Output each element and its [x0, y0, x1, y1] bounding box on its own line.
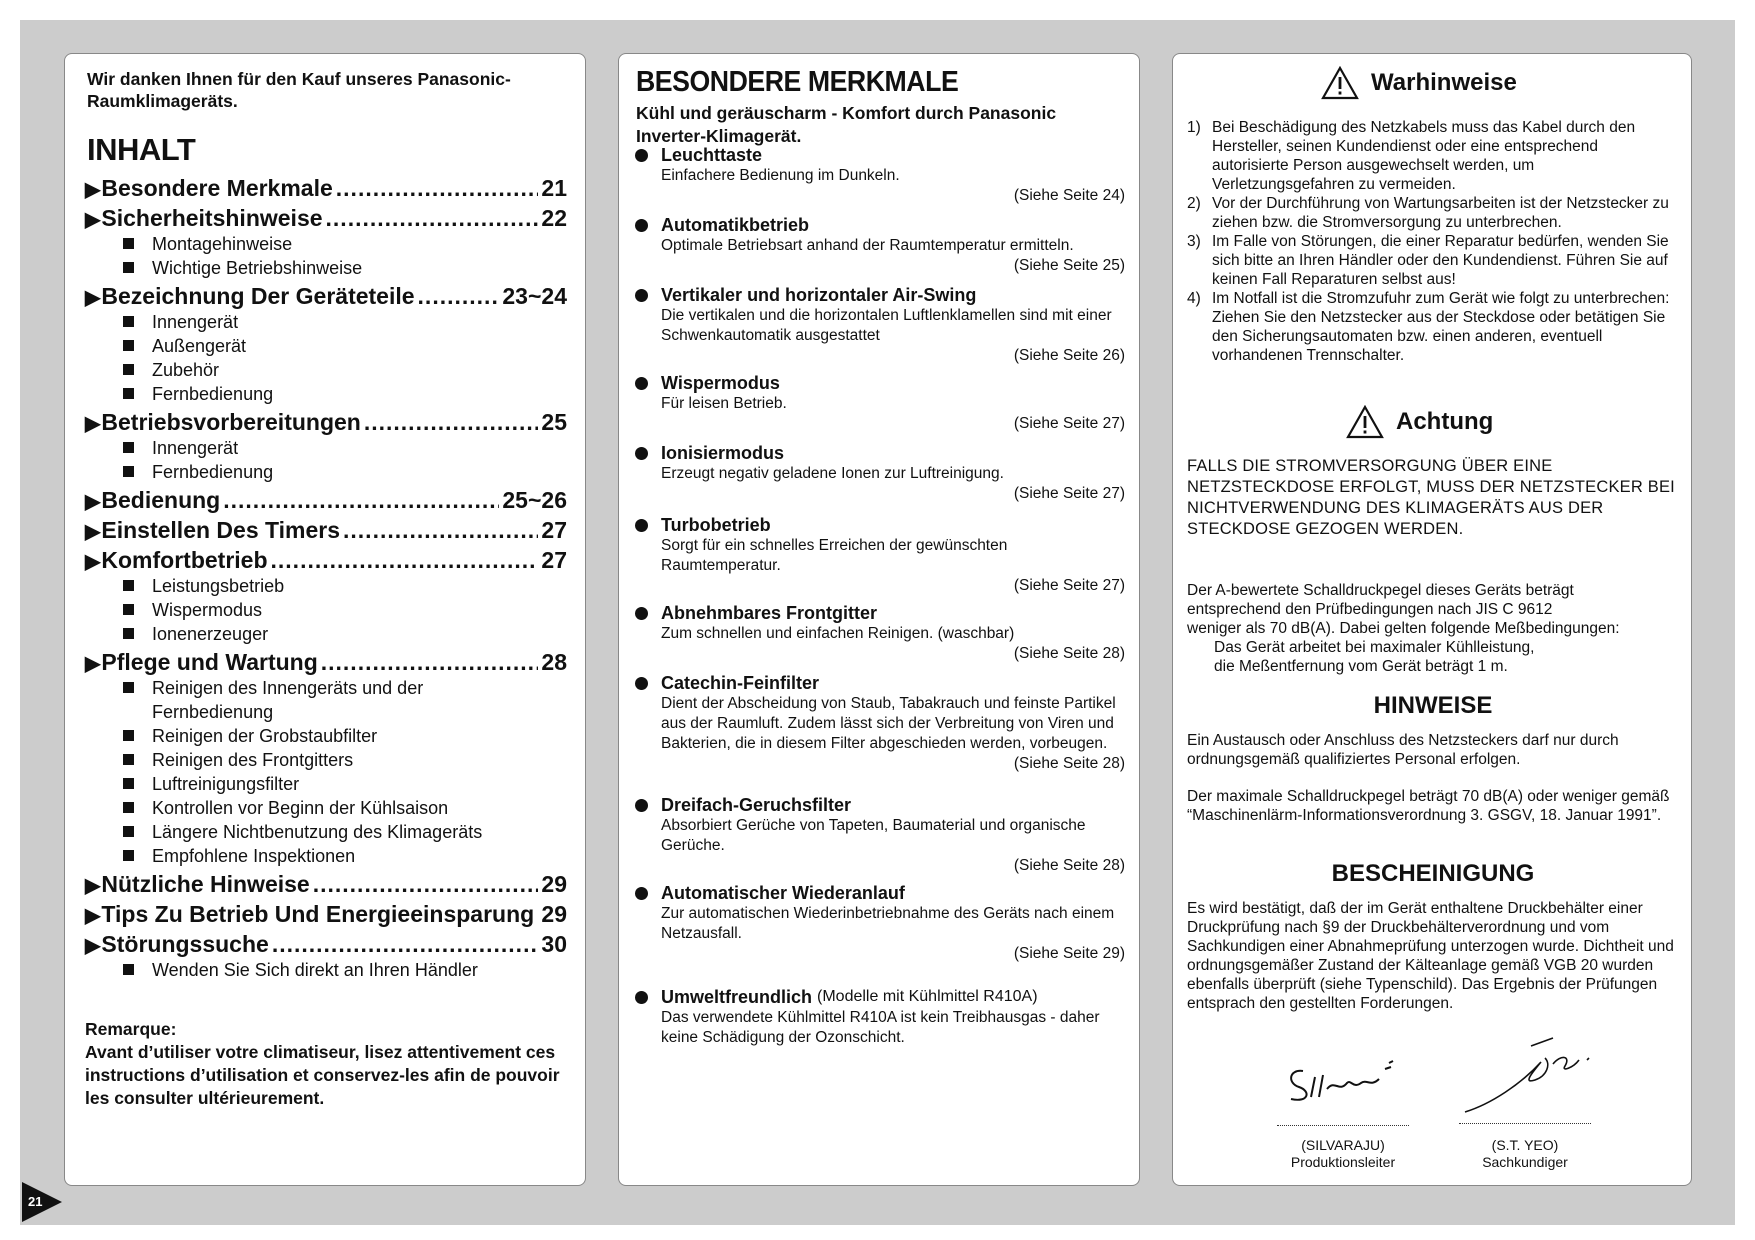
noise-condition: Das Gerät arbeitet bei maximaler Kühlleistung,	[1214, 639, 1535, 656]
toc-entry-page: 29	[541, 901, 567, 927]
noise-condition: die Meßentfernung vom Gerät beträgt 1 m.	[1214, 658, 1508, 675]
feature-item	[635, 602, 1125, 664]
toc-leader-dots	[272, 931, 539, 958]
features-panel	[618, 53, 1140, 1186]
feature-title: Umweltfreundlich	[661, 987, 813, 1007]
noise-line: weniger als 70 dB(A). Dabei gelten folgende Meßbedingungen:	[1187, 620, 1620, 637]
feature-description: Dient der Abscheidung von Staub, Tabakrauch und feinste Partikel aus der Raumluft. Zudem lässt sich der Verbreitung von Viren und Bakterien, die in diesem Filter abgeschieden werden, vorbeugen.	[661, 695, 1116, 752]
toc-subentry-title: Empfohlene Inspektionen	[152, 846, 356, 866]
toc-subentry-title: Innengerät	[152, 438, 239, 458]
signatory-2	[1445, 1137, 1605, 1171]
feature-heading	[635, 602, 1125, 624]
feature-item	[635, 672, 1125, 774]
toc-subentry	[85, 334, 567, 358]
toc-entry	[85, 931, 567, 958]
warning-triangle-icon	[1321, 66, 1359, 100]
toc-entry	[85, 205, 567, 232]
feature-page-reference: (Siehe Seite 27)	[1013, 577, 1125, 594]
toc-entry	[85, 871, 567, 898]
bescheinigung-title: BESCHEINIGUNG	[1331, 860, 1535, 887]
feature-page-reference: (Siehe Seite 29)	[1013, 945, 1125, 962]
feature-description: Für leisen Betrieb.	[661, 395, 787, 412]
toc-subentry-title: Luftreinigungsfilter	[152, 774, 300, 794]
toc-subentry	[85, 574, 567, 598]
square-bullet-icon	[123, 466, 134, 477]
toc-leader-dots	[418, 283, 500, 310]
feature-item	[635, 794, 1125, 876]
toc-subentry	[85, 232, 567, 256]
feature-page-reference: (Siehe Seite 27)	[1013, 415, 1125, 432]
feature-page-reference: (Siehe Seite 28)	[1013, 755, 1125, 772]
toc-subentry-title: Reinigen des Innengeräts und der Fernbedienung	[152, 678, 424, 722]
toc-subentry-title: Montagehinweise	[152, 234, 293, 254]
warning-number: 2)	[1187, 195, 1201, 212]
feature-item	[635, 514, 1125, 596]
toc-subentry	[85, 310, 567, 334]
signature-yeo	[1461, 1034, 1601, 1119]
toc-entry-title: Bedienung	[101, 487, 221, 513]
feature-heading	[635, 986, 1125, 1008]
square-bullet-icon	[123, 754, 134, 765]
feature-description: Zum schnellen und einfachen Reinigen. (waschbar)	[661, 625, 1015, 642]
toc-entry-page: 23~24	[502, 283, 567, 309]
toc-arrow-icon: ▶	[85, 905, 101, 927]
feature-description: Erzeugt negativ geladene Ionen zur Luftreinigung.	[661, 465, 1004, 482]
page-number: 21	[28, 1194, 43, 1209]
toc-subentry	[85, 820, 567, 844]
toc-subentry-title: Außengerät	[152, 336, 247, 356]
signatory-1-role: Produktionsleiter	[1290, 1154, 1396, 1170]
warning-item	[1187, 232, 1677, 289]
toc-entry	[85, 487, 567, 514]
feature-heading	[635, 794, 1125, 816]
warning-text: Im Falle von Störungen, die einer Reparatur bedürfen, wenden Sie sich bitte an Ihren Händler oder den Kundendienst. Führen Sie auf keinen Fall Reparaturen selbst aus!	[1212, 233, 1669, 288]
toc-subentry	[85, 436, 567, 460]
square-bullet-icon	[123, 604, 134, 615]
feature-description: Sorgt für ein schnelles Erreichen der gewünschten Raumtemperatur.	[661, 537, 1008, 574]
toc-entry-title: Betriebsvorbereitungen	[101, 409, 361, 435]
toc-leader-dots	[336, 175, 539, 202]
square-bullet-icon	[123, 364, 134, 375]
toc-subentry-title: Wispermodus	[152, 600, 263, 620]
feature-heading	[635, 372, 1125, 394]
toc-entry-page: 30	[541, 931, 567, 957]
feature-heading	[635, 442, 1125, 464]
toc-leader-dots	[364, 409, 539, 436]
toc-subentry	[85, 844, 567, 868]
toc-arrow-icon: ▶	[85, 653, 101, 675]
toc-title: INHALT	[87, 132, 196, 167]
warnings-heading	[1321, 66, 1517, 100]
remark-label: Remarque:	[85, 1019, 177, 1039]
signature-silvaraju	[1281, 1049, 1411, 1109]
toc-leader-dots	[343, 517, 538, 544]
feature-title: Ionisiermodus	[661, 443, 785, 463]
toc-arrow-icon: ▶	[85, 521, 101, 543]
square-bullet-icon	[123, 802, 134, 813]
warning-item	[1187, 118, 1677, 194]
toc-leader-dots	[271, 547, 539, 574]
feature-item	[635, 284, 1125, 366]
toc-subentry	[85, 382, 567, 406]
feature-heading	[635, 514, 1125, 536]
toc-arrow-icon: ▶	[85, 179, 101, 201]
toc-entry-title: Besondere Merkmale	[101, 175, 333, 201]
warning-text: Im Notfall ist die Stromzufuhr zum Gerät wie folgt zu unterbrechen: Ziehen Sie den Netzstecker aus der Steckdose oder betätigen Sie den Sicherungsautomaten bzw. einen anderen, eventuell vorhandenen Trennschalter.	[1212, 290, 1670, 364]
toc-entry-page: 28	[541, 649, 567, 675]
warning-text: Bei Beschädigung des Netzkabels muss das Kabel durch den Hersteller, seinen Kundendienst oder eine entsprechend autorisierte Person ausgewechselt werden, um Verletzungsgefahren zu vermeiden.	[1212, 119, 1636, 193]
notes-panel	[1172, 53, 1692, 1186]
feature-description: Absorbiert Gerüche von Tapeten, Baumaterial und organische Gerüche.	[661, 817, 1086, 854]
feature-title: Catechin-Feinfilter	[661, 673, 820, 693]
square-bullet-icon	[123, 388, 134, 399]
bullet-dot-icon	[635, 289, 648, 302]
toc-subentry	[85, 256, 567, 280]
warning-text: Vor der Durchführung von Wartungsarbeiten ist der Netzstecker zu ziehen bzw. die Stromversorgung zu unterbrechen.	[1212, 195, 1669, 231]
signatory-1	[1263, 1137, 1423, 1171]
toc-subentry	[85, 724, 567, 748]
feature-heading	[635, 144, 1125, 166]
toc-subentry	[85, 796, 567, 820]
toc-entry-page: 27	[541, 547, 567, 573]
feature-title: Abnehmbares Frontgitter	[661, 603, 878, 623]
toc-subentry-title: Wichtige Betriebshinweise	[152, 258, 363, 278]
warnings-list	[1187, 118, 1677, 365]
caution-triangle-icon	[1346, 405, 1384, 439]
toc-subentry-title: Ionenerzeuger	[152, 624, 269, 644]
feature-title: Automatischer Wiederanlauf	[661, 883, 905, 903]
toc-subentry-title: Zubehör	[152, 360, 220, 380]
feature-page-reference: (Siehe Seite 26)	[1013, 347, 1125, 364]
toc-entry-page: 29	[541, 871, 567, 897]
warning-number: 3)	[1187, 233, 1201, 250]
feature-description: Optimale Betriebsart anhand der Raumtemperatur ermitteln.	[661, 237, 1074, 254]
toc-arrow-icon: ▶	[85, 287, 101, 309]
toc-entry	[85, 547, 567, 574]
toc-entry-title: Pflege und Wartung	[101, 649, 318, 675]
square-bullet-icon	[123, 442, 134, 453]
hinweise-title: HINWEISE	[1373, 692, 1493, 719]
toc-arrow-icon: ▶	[85, 491, 101, 513]
hinweise-paragraph-1: Ein Austausch oder Anschluss des Netzsteckers darf nur durch ordnungsgemäß qualifiziertes Personal erfolgen.	[1187, 732, 1619, 768]
bullet-dot-icon	[635, 219, 648, 232]
toc-entry	[85, 649, 567, 676]
toc-subentry	[85, 622, 567, 646]
toc-leader-dots	[321, 649, 539, 676]
toc-entry-title: Sicherheitshinweise	[101, 205, 323, 231]
toc-entry-title: Störungssuche	[101, 931, 269, 957]
bescheinigung-text: Es wird bestätigt, daß der im Gerät enthaltene Druckbehälter einer Druckprüfung nach §9 der Druckbehälterverordnung und vom Sachkundigen einer Abnahmeprüfung unterzogen wurde. Dichtheit und ordnungsgemäßer Zustand der Kälteanlage gemäß VGB 20 wurden ebenfalls überprüft (siehe Typenschild). Das Ergebnis der Prüfungen entsprach den gestellten Forderungen.	[1187, 900, 1674, 1012]
toc-entry	[85, 175, 567, 202]
table-of-contents	[85, 172, 567, 982]
caution-text: FALLS DIE STROMVERSORGUNG ÜBER EINE NETZSTECKDOSE ERFOLGT, MUSS DER NETZSTECKER BEI NICHTVERWENDUNG DES KLIMAGERÄTS AUS DER STECKDOSE GEZOGEN WERDEN.	[1187, 457, 1675, 538]
toc-entry-title: Nützliche Hinweise	[101, 871, 310, 897]
bullet-dot-icon	[635, 991, 648, 1004]
feature-title: Dreifach-Geruchsfilter	[661, 795, 852, 815]
square-bullet-icon	[123, 682, 134, 693]
noise-line: Der A-bewertete Schalldruckpegel dieses Geräts beträgt	[1187, 582, 1574, 599]
toc-subentry-title: Reinigen des Frontgitters	[152, 750, 354, 770]
remark	[85, 1018, 575, 1110]
feature-page-reference: (Siehe Seite 28)	[1013, 857, 1125, 874]
feature-item	[635, 882, 1125, 964]
signatory-2-name: (S.T. YEO)	[1491, 1137, 1559, 1153]
toc-entry-page: 25~26	[502, 487, 567, 513]
toc-subentry-title: Fernbedienung	[152, 462, 274, 482]
bullet-dot-icon	[635, 607, 648, 620]
square-bullet-icon	[123, 964, 134, 975]
feature-description: Das verwendete Kühlmittel R410A ist kein Treibhausgas - daher keine Schädigung der Ozonschicht.	[661, 1009, 1100, 1046]
feature-heading	[635, 882, 1125, 904]
noise-line: entsprechend den Prüfbedingungen nach JIS C 9612	[1187, 601, 1553, 618]
feature-item	[635, 442, 1125, 504]
feature-item	[635, 214, 1125, 276]
feature-note: (Modelle mit Kühlmittel R410A)	[817, 988, 1038, 1005]
caution-title: Achtung	[1396, 408, 1494, 435]
hinweise-paragraph-2: Der maximale Schalldruckpegel beträgt 70 dB(A) oder weniger gemäß “Maschinenlärm-Informationsverordnung 3. GSGV, 18. Januar 1991”.	[1187, 788, 1670, 824]
feature-description: Einfachere Bedienung im Dunkeln.	[661, 167, 900, 184]
toc-subentry-title: Leistungsbetrieb	[152, 576, 285, 596]
toc-entry-title: Bezeichnung Der Geräteteile	[101, 283, 415, 309]
signatory-1-name: (SILVARAJU)	[1301, 1137, 1385, 1153]
toc-subentry-title: Wenden Sie Sich direkt an Ihren Händler	[152, 960, 478, 980]
feature-page-reference: (Siehe Seite 25)	[1013, 257, 1125, 274]
feature-page-reference: (Siehe Seite 24)	[1013, 187, 1125, 204]
toc-subentry	[85, 358, 567, 382]
signature-line	[1459, 1123, 1591, 1124]
bullet-dot-icon	[635, 799, 648, 812]
feature-page-reference: (Siehe Seite 28)	[1013, 645, 1125, 662]
feature-title: Wispermodus	[661, 373, 780, 393]
toc-subentry	[85, 676, 567, 724]
feature-item	[635, 144, 1125, 206]
toc-arrow-icon: ▶	[85, 875, 101, 897]
toc-arrow-icon: ▶	[85, 413, 101, 435]
warning-number: 1)	[1187, 119, 1201, 136]
toc-subentry-title: Innengerät	[152, 312, 239, 332]
toc-leader-dots	[326, 205, 539, 232]
feature-heading	[635, 672, 1125, 694]
toc-subentry-title: Fernbedienung	[152, 384, 274, 404]
feature-title: Leuchttaste	[661, 145, 763, 165]
contents-panel	[64, 53, 586, 1186]
toc-leader-dots	[537, 901, 538, 928]
toc-subentry	[85, 460, 567, 484]
square-bullet-icon	[123, 262, 134, 273]
toc-arrow-icon: ▶	[85, 551, 101, 573]
bullet-dot-icon	[635, 377, 648, 390]
toc-subentry	[85, 598, 567, 622]
feature-heading	[635, 214, 1125, 236]
square-bullet-icon	[123, 850, 134, 861]
feature-description: Die vertikalen und die horizontalen Luftlenklamellen sind mit einer Schwenkautomatik ausgestattet	[661, 307, 1112, 344]
toc-subentry-title: Kontrollen vor Beginn der Kühlsaison	[152, 798, 449, 818]
toc-subentry	[85, 748, 567, 772]
square-bullet-icon	[123, 316, 134, 327]
square-bullet-icon	[123, 580, 134, 591]
toc-entry-page: 27	[541, 517, 567, 543]
square-bullet-icon	[123, 730, 134, 741]
toc-entry-title: Einstellen Des Timers	[101, 517, 341, 543]
toc-entry	[85, 283, 567, 310]
noise-paragraph	[1187, 581, 1677, 676]
bullet-dot-icon	[635, 447, 648, 460]
toc-subentry-title: Reinigen der Grobstaubfilter	[152, 726, 378, 746]
warnings-title: Warhinweise	[1371, 69, 1517, 96]
feature-title: Turbobetrieb	[661, 515, 771, 535]
toc-entry-page: 25	[541, 409, 567, 435]
square-bullet-icon	[123, 826, 134, 837]
bullet-dot-icon	[635, 887, 648, 900]
feature-item	[635, 986, 1125, 1048]
thanks-text: Wir danken Ihnen für den Kauf unseres Panasonic-Raumklimageräts.	[87, 69, 511, 111]
caution-heading	[1346, 405, 1493, 439]
page-number-badge	[22, 1180, 62, 1224]
bullet-dot-icon	[635, 677, 648, 690]
toc-leader-dots	[313, 871, 539, 898]
bullet-dot-icon	[635, 149, 648, 162]
feature-title: Vertikaler und horizontaler Air-Swing	[661, 285, 977, 305]
toc-entry-title: Komfortbetrieb	[101, 547, 268, 573]
feature-item	[635, 372, 1125, 434]
remark-text: Avant d’utiliser votre climatiseur, lisez attentivement ces instructions d’utilisation et conservez-les afin de pouvoir les consulter ultérieurement.	[85, 1042, 560, 1108]
features-title: BESONDERE MERKMALE	[636, 66, 959, 98]
features-subtitle: Kühl und geräuscharm - Komfort durch Panasonic Inverter-Klimagerät.	[636, 103, 1057, 146]
toc-entry	[85, 901, 567, 928]
square-bullet-icon	[123, 628, 134, 639]
warning-item	[1187, 289, 1677, 365]
toc-leader-dots	[223, 487, 499, 514]
warning-number: 4)	[1187, 290, 1201, 307]
square-bullet-icon	[123, 778, 134, 789]
signatory-2-role: Sachkundiger	[1482, 1154, 1568, 1170]
toc-entry-title: Tips Zu Betrieb Und Energieeinsparung	[101, 901, 535, 927]
feature-page-reference: (Siehe Seite 27)	[1013, 485, 1125, 502]
square-bullet-icon	[123, 340, 134, 351]
square-bullet-icon	[123, 238, 134, 249]
toc-arrow-icon: ▶	[85, 935, 101, 957]
toc-subentry-title: Längere Nichtbenutzung des Klimageräts	[152, 822, 483, 842]
toc-entry-page: 21	[541, 175, 567, 201]
toc-entry	[85, 409, 567, 436]
toc-entry	[85, 517, 567, 544]
toc-subentry	[85, 958, 567, 982]
bullet-dot-icon	[635, 519, 648, 532]
feature-heading	[635, 284, 1125, 306]
toc-arrow-icon: ▶	[85, 209, 101, 231]
warning-item	[1187, 194, 1677, 232]
toc-entry-page: 22	[541, 205, 567, 231]
feature-title: Automatikbetrieb	[661, 215, 810, 235]
signature-line	[1277, 1125, 1409, 1126]
feature-description: Zur automatischen Wiederinbetriebnahme des Geräts nach einem Netzausfall.	[661, 905, 1115, 942]
toc-subentry	[85, 772, 567, 796]
